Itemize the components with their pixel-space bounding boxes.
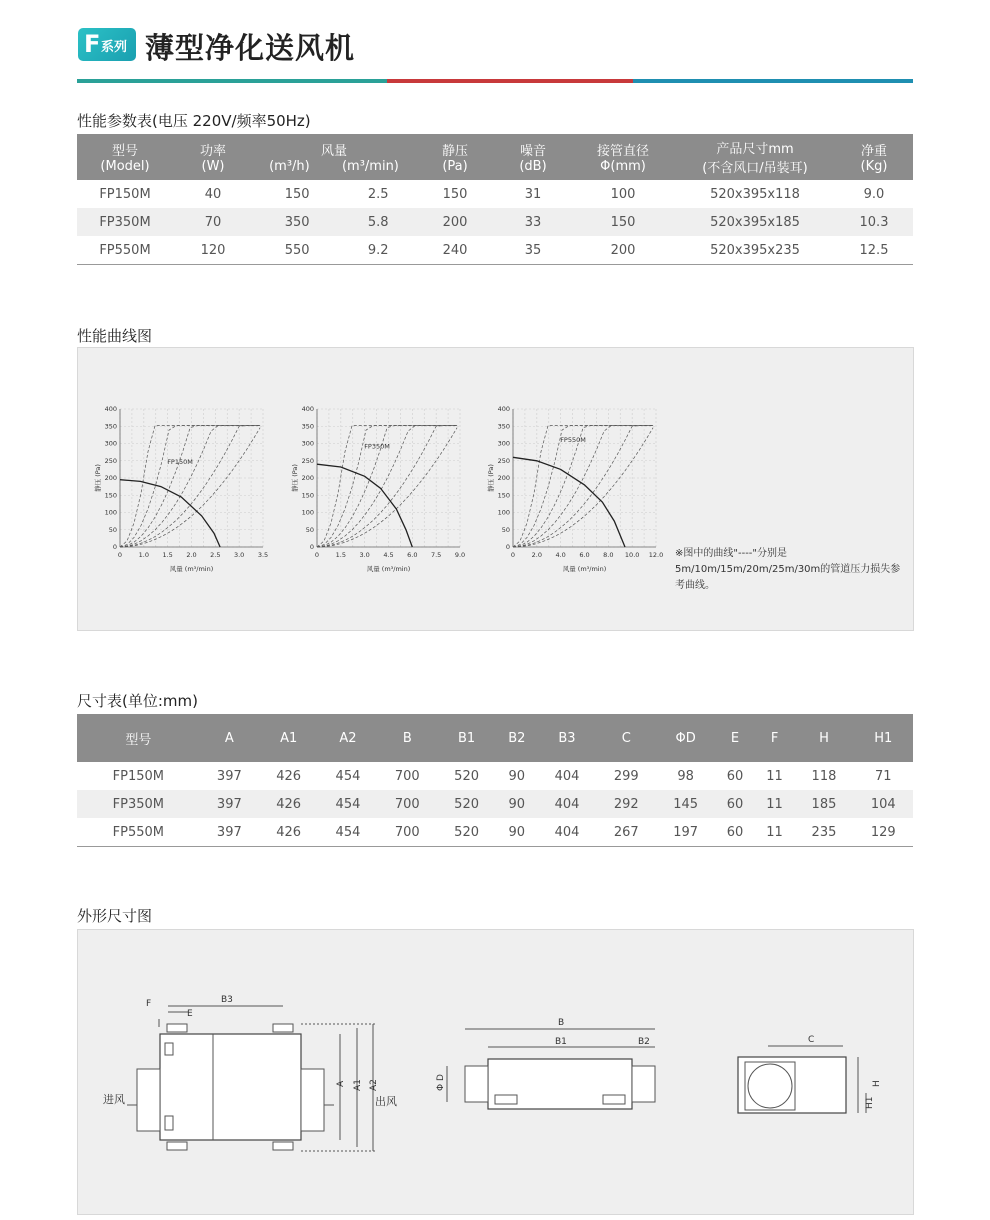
label-a: A (336, 1080, 346, 1087)
perf-table-title: 性能参数表(电压 220V/频率50Hz) (77, 112, 311, 130)
table-cell: 426 (276, 768, 302, 784)
table-row (77, 790, 913, 818)
table-cell: 185 (794, 790, 853, 818)
x-tick-label: 3.0 (233, 551, 245, 559)
perf-header-weight: 净重 (Kg) (835, 134, 913, 180)
table-cell: 404 (537, 790, 596, 818)
bar-segment-blue (633, 79, 913, 83)
x-tick-label: 4.0 (555, 551, 566, 559)
side-view (447, 1029, 655, 1109)
badge-text: 系列 (101, 40, 128, 55)
table-cell: 70 (173, 208, 253, 236)
x-tick-label: 0 (117, 551, 123, 559)
table-cell: 197 (673, 824, 699, 840)
x-tick-label: 0 (510, 551, 516, 559)
dim-header-cell: B (378, 714, 437, 762)
table-cell: 520 (454, 824, 479, 840)
x-tick-label: 4.5 (383, 551, 394, 559)
dim-header-cell: C (597, 714, 656, 762)
side-ear (603, 1095, 625, 1104)
dim-header-cell: H (794, 714, 853, 762)
perf-header-duct: 接管直径 Φ(mm) (571, 134, 675, 180)
table-cell: 550 (284, 242, 310, 258)
x-tick-label: 2.0 (531, 551, 543, 559)
plan-ear (273, 1024, 293, 1032)
page-title: 薄型净化送风机 (145, 31, 356, 65)
y-tick-label: 150 (301, 491, 314, 500)
table-cell: 11 (755, 790, 795, 818)
plan-ear (273, 1142, 293, 1150)
table-cell: 426 (259, 790, 318, 818)
fan-curve-FP150M (120, 480, 220, 547)
table-cell: 9.0 (863, 186, 885, 202)
table-cell: 145 (656, 790, 715, 818)
label-a1: A1 (353, 1079, 363, 1091)
x-tick-label: 6.0 (407, 551, 418, 559)
table-cell: 200 (415, 208, 495, 236)
series-label: FP150M (167, 458, 193, 467)
table-cell: 5.8 (341, 208, 415, 236)
table-cell: 240 (442, 242, 468, 258)
table-cell: 60 (726, 824, 744, 840)
plan-inlet-duct (137, 1069, 160, 1131)
drawing-title: 外形尺寸图 (77, 907, 153, 925)
table-cell: 150 (442, 186, 468, 202)
label-f: F (146, 999, 152, 1009)
table-cell: FP350M (77, 208, 173, 236)
curves-note: ※图中的曲线"----"分别是5m/10m/15m/20m/25m/30m的管道压力损失参考曲线。 (675, 548, 901, 591)
table-row (77, 208, 913, 236)
series-label: FP350M (364, 442, 390, 451)
front-duct-circle (748, 1064, 792, 1108)
series-badge (78, 28, 136, 61)
outlet-label: 出风 (375, 1095, 397, 1108)
y-tick-label: 50 (501, 525, 510, 534)
x-tick-label: 3.5 (257, 551, 269, 559)
y-tick-label: 400 (104, 405, 117, 413)
y-tick-label: 0 (112, 543, 117, 551)
table-cell: 454 (335, 768, 361, 784)
perf-header-size: 产品尺寸mm (不含风口/吊装耳) (675, 134, 835, 180)
x-tick-label: 2.0 (186, 551, 197, 559)
table-cell: 71 (875, 768, 892, 784)
table-cell: 299 (613, 768, 639, 784)
dim-header-cell: H1 (854, 714, 913, 762)
dim-header-cell: E (715, 714, 755, 762)
table-cell: 40 (204, 186, 222, 202)
y-tick-label: 300 (301, 439, 314, 448)
y-tick-label: 100 (497, 508, 510, 517)
x-tick-label: 1.5 (162, 551, 173, 559)
table-cell: 104 (854, 790, 913, 818)
table-cell: 118 (811, 768, 837, 784)
y-tick-label: 350 (104, 422, 117, 431)
table-cell: 200 (610, 242, 636, 258)
table-cell: 11 (766, 768, 783, 784)
y-tick-label: 250 (104, 456, 117, 465)
table-cell: 426 (276, 824, 302, 840)
x-tick-label: 1.5 (335, 551, 347, 559)
y-tick-label: 200 (497, 474, 510, 482)
perf-header-pressure: 静压 (Pa) (415, 134, 495, 180)
y-tick-label: 400 (301, 405, 314, 413)
table-row (77, 180, 913, 208)
curve-chart-1 (93, 405, 268, 573)
y-tick-label: 250 (497, 456, 510, 465)
table-cell: FP550M (99, 242, 151, 258)
table-cell: 129 (870, 824, 896, 840)
table-cell: 700 (378, 790, 437, 818)
label-a2: A2 (369, 1079, 379, 1091)
label-h: H (872, 1080, 882, 1087)
label-b3: B3 (221, 995, 233, 1005)
table-cell: 520 (454, 768, 479, 784)
curves-title: 性能曲线图 (77, 327, 153, 345)
perf-header-model: 型号 (Model) (77, 134, 173, 180)
dim-header-cell: ΦD (656, 714, 715, 762)
table-cell: 60 (726, 768, 744, 784)
x-tick-label: 3.0 (359, 551, 370, 559)
table-cell: 11 (766, 824, 783, 840)
y-tick-label: 400 (497, 405, 510, 413)
y-axis-label: 静压 (Pa) (94, 464, 102, 492)
x-tick-label: 1.0 (138, 551, 150, 559)
y-tick-label: 200 (301, 474, 314, 482)
dim-header-cell: A2 (318, 714, 377, 762)
table-cell: 10.3 (835, 208, 913, 236)
x-tick-label: 8.0 (603, 551, 614, 559)
dim-header-cell: B3 (537, 714, 596, 762)
table-cell: 150 (284, 186, 310, 202)
table-cell: 520x395x235 (710, 242, 800, 258)
dim-header-cell: A1 (259, 714, 318, 762)
table-cell: 397 (200, 790, 259, 818)
table-cell: 520 (437, 790, 496, 818)
table-cell: FP550M (112, 824, 165, 840)
plan-terminal (165, 1043, 173, 1055)
bar-segment-red (387, 79, 633, 83)
table-row (77, 236, 913, 265)
label-h1: H1 (865, 1096, 875, 1109)
y-tick-label: 0 (309, 543, 314, 551)
y-tick-label: 100 (301, 508, 314, 517)
side-inlet-duct (465, 1066, 488, 1102)
table-cell: 267 (613, 824, 639, 840)
table-cell: 90 (508, 768, 526, 784)
curve-chart-3 (486, 405, 663, 573)
badge-letter: F (84, 30, 101, 58)
table-cell: 9.2 (367, 242, 389, 258)
dimension-table (77, 714, 913, 847)
plan-view (127, 1006, 377, 1151)
x-tick-label: 0 (314, 551, 320, 559)
x-axis-label: 风量 (m³/min) (169, 565, 214, 573)
table-cell: 404 (554, 768, 580, 784)
dim-header-cell: A (200, 714, 259, 762)
table-cell: 100 (610, 186, 636, 202)
dim-header-cell: B1 (437, 714, 496, 762)
side-outlet-duct (632, 1066, 655, 1102)
y-tick-label: 100 (104, 508, 117, 517)
x-axis-label: 风量 (m³/min) (366, 565, 411, 573)
table-cell: FP150M (99, 186, 151, 202)
table-cell: 292 (597, 790, 656, 818)
table-row (77, 818, 913, 847)
plan-ear (167, 1024, 187, 1032)
table-cell: 397 (216, 768, 242, 784)
table-cell: 98 (677, 768, 694, 784)
table-cell: FP150M (112, 768, 165, 784)
label-b2: B2 (638, 1037, 650, 1047)
table-cell: 90 (508, 824, 526, 840)
y-tick-label: 200 (104, 474, 117, 482)
x-tick-label: 10.0 (624, 551, 640, 559)
x-tick-label: 9.0 (454, 551, 466, 559)
inlet-label: 进风 (103, 1093, 125, 1106)
table-cell: 120 (200, 242, 226, 258)
header-color-bar (77, 79, 913, 83)
perf-header-power: 功率 (W) (173, 134, 253, 180)
plan-outlet-duct (301, 1069, 324, 1131)
table-cell: 520x395x185 (675, 208, 835, 236)
y-tick-label: 250 (301, 456, 314, 465)
plan-body (160, 1034, 301, 1140)
table-cell: 150 (571, 208, 675, 236)
table-cell: 350 (253, 208, 341, 236)
label-c: C (808, 1035, 815, 1045)
performance-table (77, 134, 913, 265)
table-cell: 520x395x118 (710, 186, 800, 202)
front-view (738, 1046, 866, 1113)
label-e: E (187, 1009, 193, 1019)
x-axis-label: 风量 (m³/min) (562, 565, 607, 573)
table-cell: 700 (394, 768, 420, 784)
x-tick-label: 7.5 (430, 551, 442, 559)
table-cell: 33 (495, 208, 571, 236)
label-b: B (558, 1018, 565, 1028)
label-d: Φ D (436, 1074, 446, 1091)
dim-header-cell: 型号 (77, 714, 200, 762)
table-cell: 2.5 (367, 186, 389, 202)
perf-header-noise: 噪音 (dB) (495, 134, 571, 180)
dim-header-cell: B2 (496, 714, 537, 762)
table-cell: 60 (715, 790, 755, 818)
y-tick-label: 350 (301, 422, 314, 431)
x-tick-label: 12.0 (648, 551, 664, 559)
plan-terminal-2 (165, 1116, 173, 1130)
outline-drawing (77, 929, 912, 1213)
y-tick-label: 50 (305, 525, 314, 534)
x-tick-label: 2.5 (210, 551, 221, 559)
table-cell: 397 (216, 824, 242, 840)
table-cell: 454 (335, 824, 361, 840)
x-tick-label: 6.0 (579, 551, 590, 559)
dim-table-title: 尺寸表(单位:mm) (77, 692, 198, 710)
table-cell: 12.5 (859, 242, 889, 258)
table-cell: 31 (524, 186, 542, 202)
table-cell: 35 (524, 242, 542, 258)
side-ear (495, 1095, 517, 1104)
series-label: FP550M (560, 435, 586, 444)
y-tick-label: 300 (497, 439, 510, 448)
plan-ear (167, 1142, 187, 1150)
y-tick-label: 150 (104, 491, 117, 500)
perf-header-flow: 风量 (m³/h) (m³/min) (253, 134, 415, 180)
curve-chart-2 (290, 405, 465, 573)
table-cell: 454 (318, 790, 377, 818)
label-b1: B1 (555, 1037, 567, 1047)
table-cell: FP350M (77, 790, 200, 818)
bar-segment-green (77, 79, 387, 83)
y-tick-label: 300 (104, 439, 117, 448)
table-cell: 404 (554, 824, 580, 840)
table-cell: 700 (394, 824, 420, 840)
y-tick-label: 350 (497, 422, 510, 431)
table-cell: 235 (811, 824, 837, 840)
table-cell: 90 (496, 790, 537, 818)
dim-header-cell: F (755, 714, 795, 762)
y-tick-label: 0 (505, 543, 510, 551)
y-axis-label: 静压 (Pa) (291, 464, 299, 492)
table-row (77, 762, 913, 790)
y-tick-label: 150 (497, 491, 510, 500)
y-tick-label: 50 (108, 525, 117, 534)
y-axis-label: 静压 (Pa) (487, 464, 495, 492)
